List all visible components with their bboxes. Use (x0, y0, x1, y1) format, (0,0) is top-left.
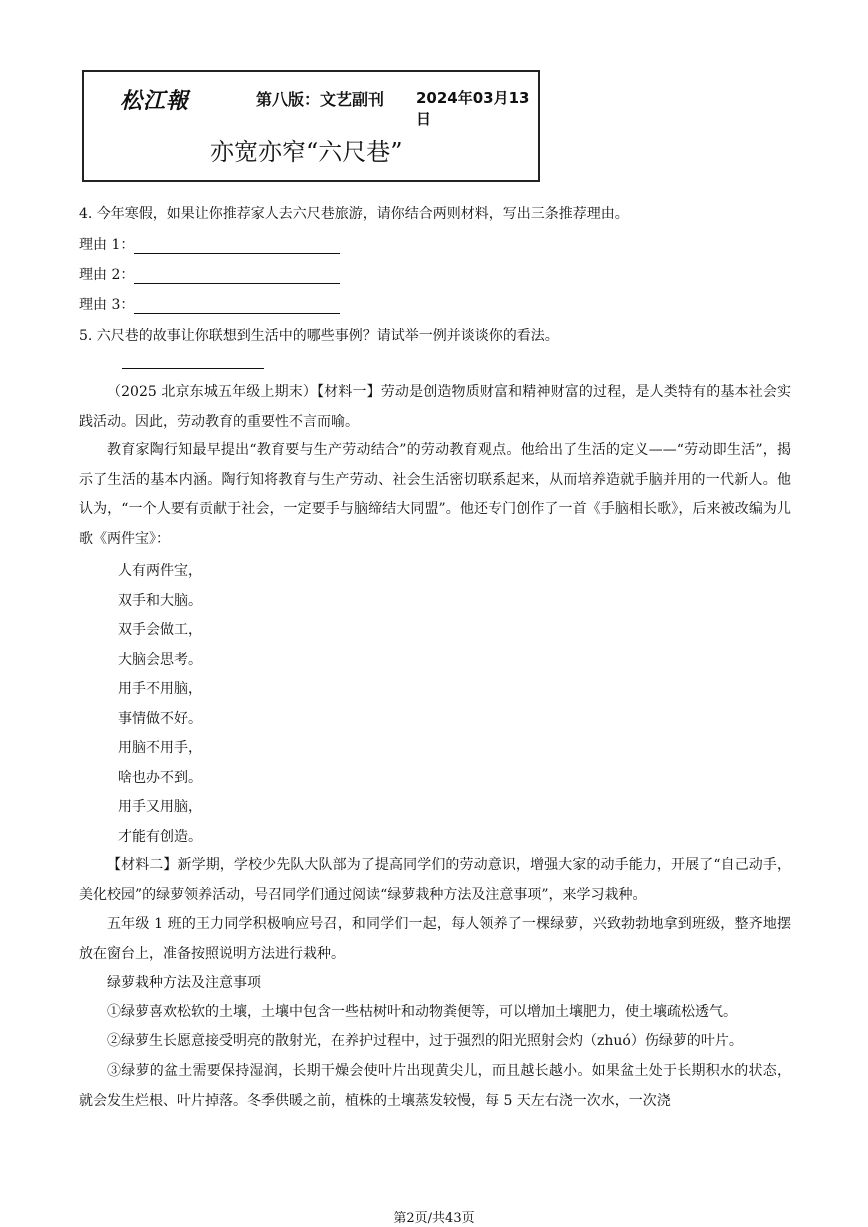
reason-1-blank[interactable] (134, 239, 340, 254)
passage-paragraph-8: ③绿萝的盆土需要保持湿润，长期干燥会使叶片出现黄尖儿，而且越长越小。如果盆土处于长期积水的状态，就会发生烂根、叶片掉落。冬季供暖之前，植株的土壤蒸发较慢，每 5 天左右浇一次水，一次浇 (79, 1063, 791, 1109)
reason-2-label: 理由 2： (79, 267, 135, 283)
reason-1-row (79, 236, 340, 254)
publication-date: 2024年03月13日 (416, 89, 530, 128)
edition-label: 第八版：文艺副刊 (256, 90, 385, 109)
question-5: 5. 六尺巷的故事让你联想到生活中的哪些事例？请试举一例并谈谈你的看法。 (79, 328, 559, 344)
newspaper-header-box (82, 70, 540, 182)
passage-paragraph-6: ①绿萝喜欢松软的土壤，土壤中包含一些枯树叶和动物粪便等，可以增加土壤肥力，使土壤疏松透气。 (107, 1004, 737, 1020)
poem-line: 用脑不用手， (118, 740, 202, 756)
reason-1-label: 理由 1： (79, 237, 135, 253)
answer-line[interactable] (122, 368, 264, 369)
passage-paragraph-2: 教育家陶行知最早提出“教育要与生产劳动结合”的劳动教育观点。他给出了生活的定义——“劳动即生活”，揭示了生活的基本内涵。陶行知将教育与生产劳动、社会生活密切联系起来，从而培养造就手脑并用的一代新人。他认为，“一个人要有贡献于社会，一定要手与脑缔结大同盟”。他还专门创作了一首《手脑相长歌》，后来被改编为儿歌《两件宝》： (79, 442, 791, 547)
newspaper-masthead-logo: 松江報 (120, 88, 190, 114)
poem-line: 事情做不好。 (118, 711, 202, 727)
poem-line: 用手不用脑， (118, 681, 202, 697)
article-headline: 亦宽亦窄“六尺巷” (210, 138, 403, 166)
poem-line: 双手和大脑。 (118, 593, 202, 609)
reason-3-row (79, 296, 340, 314)
reason-2-blank[interactable] (134, 269, 340, 284)
passage-paragraph-4: 五年级 1 班的王力同学积极响应号召，和同学们一起，每人领养了一棵绿萝，兴致勃勃地拿到班级，整齐地摆放在窗台上，准备按照说明方法进行栽种。 (79, 916, 791, 962)
reason-3-label: 理由 3： (79, 297, 135, 313)
passage-paragraph-3: 【材料二】新学期，学校少先队大队部为了提高同学们的劳动意识，增强大家的动手能力，开展了“自己动手，美化校园”的绿萝领养活动，号召同学们通过阅读“绿萝栽种方法及注意事项”，来学习栽种。 (79, 857, 791, 903)
poem-line: 啥也办不到。 (118, 770, 202, 786)
poem-line: 用手又用脑， (118, 799, 202, 815)
question-4: 4. 今年寒假，如果让你推荐家人去六尺巷旅游，请你结合两则材料，写出三条推荐理由。 (79, 206, 629, 222)
poem-line: 大脑会思考。 (118, 652, 202, 668)
poem-line: 双手会做工， (118, 622, 202, 638)
passage-paragraph-7: ②绿萝生长愿意接受明亮的散射光，在养护过程中，过于强烈的阳光照射会灼（zhuó）伤绿萝的叶片。 (107, 1033, 743, 1049)
reason-2-row (79, 266, 340, 284)
passage-intro: （2025 北京东城五年级上期末）【材料一】劳动是创造物质财富和精神财富的过程，是人类特有的基本社会实践活动。因此，劳动教育的重要性不言而喻。 (79, 384, 791, 430)
reason-3-blank[interactable] (134, 299, 340, 314)
page-footer: 第2页/共43页 (393, 1211, 475, 1226)
passage-paragraph-5: 绿萝栽种方法及注意事项 (107, 975, 261, 991)
poem-line: 人有两件宝， (118, 563, 202, 579)
poem-line: 才能有创造。 (118, 829, 202, 845)
